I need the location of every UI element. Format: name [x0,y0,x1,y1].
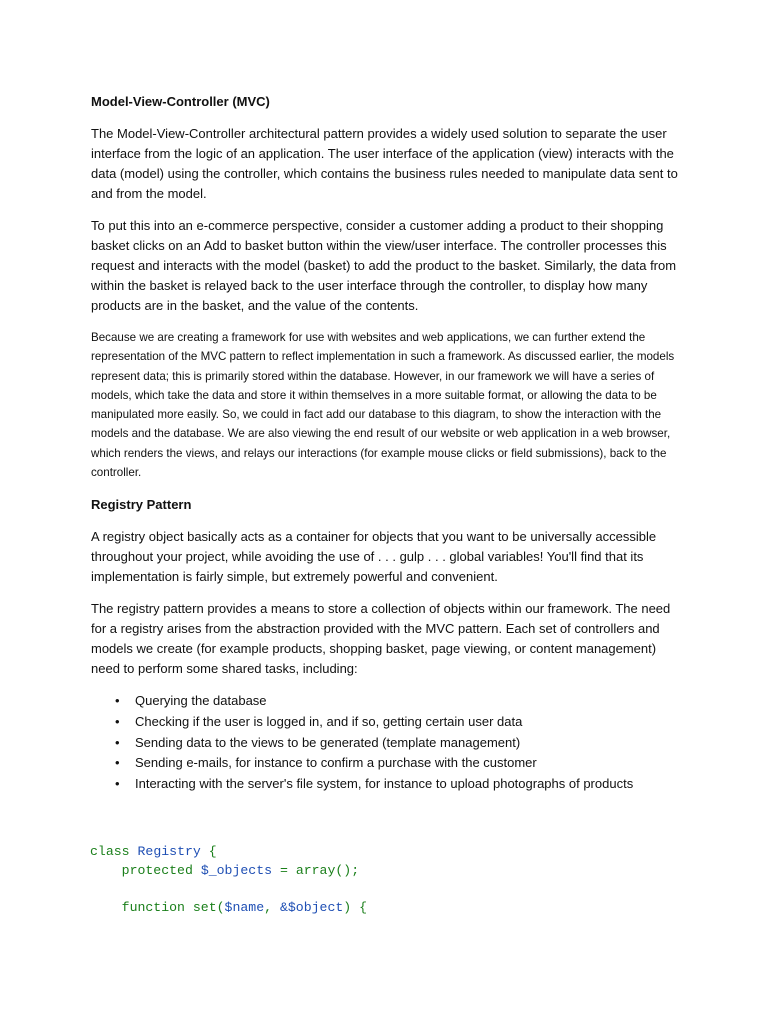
list-item-text: Querying the database [135,693,267,709]
list-item-text: Sending e-mails, for instance to confirm a purchase with the customer [135,755,537,771]
section-heading-registry: Registry Pattern [91,497,192,513]
paragraph-framework: Because we are creating a framework for use with websites and web applications, we can further extend the representation of the MVC pattern to reflect implementation in such a framework. As discussed earlier, the models represent data; this is primarily stored within the database. However, in our framework we will have a series of models, which take the data and store it within themselves in a more suitable format, or allowing the data to be manipulated more easily. So, we could in fact add our database to this diagram, to show the interaction with the models and the database. We are also viewing the end result of our website or web application in a web browser, which renders the views, and relays our interactions (for example mouse clicks or field submissions), back to the controller. [91,331,675,480]
list-item [91,753,681,774]
code-brace: { [359,899,368,915]
code-keyword: protected [121,862,193,878]
paragraph-registry-need: The registry pattern provides a means to store a collection of objects within our framework. The need for a registry arises from the abstraction provided with the MVC pattern. Each set of controllers and models we create (for example products, shopping basket, page viewing, or content management) need to perform some shared tasks, including: [91,601,671,677]
code-call: array(); [295,862,360,878]
bullet-icon: • [115,693,120,709]
code-class-name: Registry [137,844,201,859]
list-item-text: Interacting with the server's file system, for instance to upload photographs of products [135,776,634,792]
code-argument: $name [224,899,265,915]
list-item-text: Sending data to the views to be generated (template management) [135,734,521,750]
bullet-icon: • [115,734,120,750]
code-line-function [90,899,367,918]
bullet-icon: • [115,755,120,771]
code-keyword: class [90,844,130,859]
document-page [91,92,681,795]
paragraph-ecommerce: To put this into an e-commerce perspective, consider a customer adding a product to their shopping basket clicks on an Add to basket button within the view/user interface. The controller processes this request and interacts with the model (basket) to add the product to the basket. Similarly, the data from within the basket is relayed back to the user interface through the controller, to display how many products are in the basket, and the value of the contents. [91,218,677,313]
code-argument: &$object [279,899,344,915]
code-line-property [90,862,367,881]
code-comma: , [264,899,273,915]
list-item [91,733,681,754]
code-line-blank [90,880,367,899]
paragraph-registry-intro: A registry object basically acts as a container for objects that you want to be universally accessible throughout your project, while avoiding the use of . . . gulp . . . global variables! You'll find that its implementation is fairly simple, but extremely powerful and convenient. [91,529,657,585]
paragraph-mvc-intro: The Model-View-Controller architectural pattern provides a widely used solution to separate the user interface from the logic of an application. The user interface of the application (view) interacts with the data (model) using the controller, which contains the business rules needed to manipulate data sent to and from the model. [91,126,678,201]
code-brace: { [208,844,217,859]
list-item [91,774,681,795]
code-line-class [90,843,367,862]
code-operator: = [279,862,288,878]
code-block [90,843,367,917]
code-indent [90,863,122,878]
code-keyword: function [121,899,185,915]
list-item [91,712,681,733]
code-variable: $_objects [200,862,273,878]
code-function-name: set( [192,899,225,915]
section-heading-mvc: Model-View-Controller (MVC) [91,94,270,109]
list-item-text: Checking if the user is logged in, and if so, getting certain user data [135,714,523,730]
bullet-icon: • [115,776,120,792]
list-item [91,691,681,712]
code-paren: ) [343,899,352,915]
code-indent [90,900,122,915]
shared-tasks-list [91,691,681,795]
bullet-icon: • [115,714,120,730]
